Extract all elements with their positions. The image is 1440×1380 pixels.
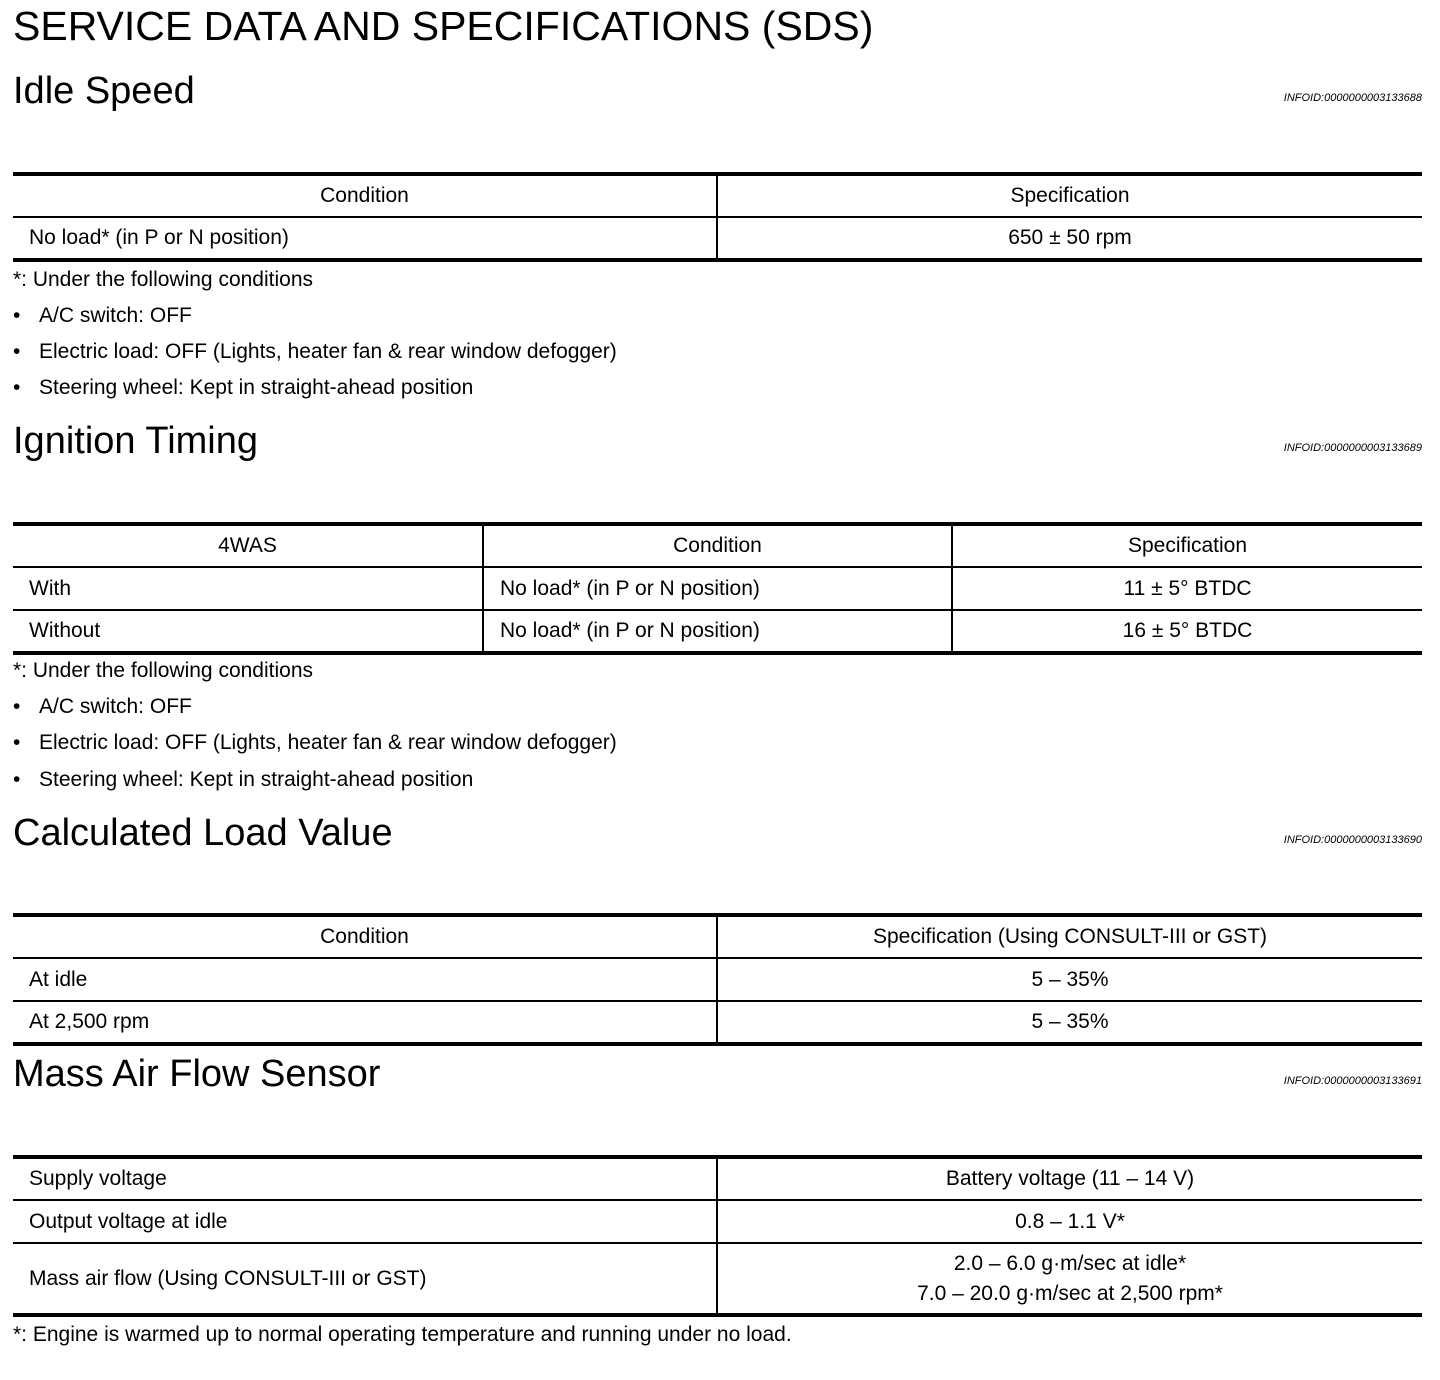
idle-speed-note-bullet: • A/C switch: OFF (13, 304, 192, 327)
idle-speed-info-id: INFOID:0000000003133688 (1283, 92, 1422, 104)
ignition-timing-heading: Ignition Timing (13, 420, 259, 462)
calculated-load-table (13, 913, 1422, 1046)
cell-specification: 650 ± 50 rpm (717, 217, 1422, 260)
cell-condition: No load* (in P or N position) (483, 610, 952, 653)
spec-line-idle: 2.0 – 6.0 g·m/sec at idle* (953, 1251, 1187, 1275)
table-header-row (13, 174, 1422, 217)
table-row (13, 1243, 1422, 1315)
ignition-timing-table (13, 522, 1422, 655)
idle-speed-table (13, 172, 1422, 262)
cell-parameter: Supply voltage (13, 1157, 717, 1200)
cell-condition: No load* (in P or N position) (13, 217, 717, 260)
ignition-timing-note-intro: *: Under the following conditions (13, 659, 314, 682)
cell-parameter: Mass air flow (Using CONSULT-III or GST) (13, 1243, 717, 1315)
bullet-icon: • (13, 340, 21, 363)
table-row (13, 1157, 1422, 1200)
table-header-row (13, 524, 1422, 567)
header-condition: Condition (13, 174, 717, 217)
page-title: SERVICE DATA AND SPECIFICATIONS (SDS) (13, 3, 874, 49)
idle-speed-note-intro: *: Under the following conditions (13, 268, 314, 291)
ignition-timing-info-id: INFOID:0000000003133689 (1283, 442, 1422, 454)
maf-sensor-info-id: INFOID:0000000003133691 (1283, 1075, 1422, 1087)
cell-specification: Battery voltage (11 – 14 V) (717, 1157, 1422, 1200)
ignition-timing-note-bullet: • Electric load: OFF (Lights, heater fan & rear window defogger) (13, 731, 617, 754)
bullet-icon: • (13, 376, 21, 399)
table-row (13, 567, 1422, 610)
maf-sensor-heading: Mass Air Flow Sensor (13, 1053, 381, 1095)
maf-sensor-table (13, 1155, 1422, 1317)
cell-condition: At 2,500 rpm (13, 1001, 717, 1044)
idle-speed-note-bullet: • Electric load: OFF (Lights, heater fan & rear window defogger) (13, 340, 617, 363)
cell-parameter: Output voltage at idle (13, 1200, 717, 1243)
bullet-icon: • (13, 768, 21, 791)
idle-speed-heading: Idle Speed (13, 70, 195, 112)
cell-specification (717, 1243, 1422, 1315)
cell-4was: With (13, 567, 483, 610)
header-condition: Condition (483, 524, 952, 567)
maf-sensor-footnote: *: Engine is warmed up to normal operating temperature and running under no load. (13, 1323, 792, 1346)
spec-line-2500rpm: 7.0 – 20.0 g·m/sec at 2,500 rpm* (917, 1281, 1223, 1305)
header-4was: 4WAS (13, 524, 483, 567)
table-row (13, 217, 1422, 260)
cell-specification: 5 – 35% (717, 1001, 1422, 1044)
cell-condition: No load* (in P or N position) (483, 567, 952, 610)
calculated-load-heading: Calculated Load Value (13, 812, 393, 854)
cell-4was: Without (13, 610, 483, 653)
table-row (13, 1200, 1422, 1243)
cell-specification: 5 – 35% (717, 958, 1422, 1001)
table-row (13, 958, 1422, 1001)
table-row (13, 1001, 1422, 1044)
ignition-timing-note-bullet: • A/C switch: OFF (13, 695, 192, 718)
table-header-row (13, 915, 1422, 958)
cell-specification: 11 ± 5° BTDC (952, 567, 1422, 610)
table-row (13, 610, 1422, 653)
idle-speed-note-bullet: • Steering wheel: Kept in straight-ahead position (13, 376, 474, 399)
calculated-load-info-id: INFOID:0000000003133690 (1283, 834, 1422, 846)
header-condition: Condition (13, 915, 717, 958)
header-specification: Specification (Using CONSULT-III or GST) (717, 915, 1422, 958)
ignition-timing-note-bullet: • Steering wheel: Kept in straight-ahead position (13, 768, 474, 791)
cell-condition: At idle (13, 958, 717, 1001)
cell-specification: 16 ± 5° BTDC (952, 610, 1422, 653)
bullet-icon: • (13, 731, 21, 754)
header-specification: Specification (952, 524, 1422, 567)
bullet-icon: • (13, 304, 21, 327)
cell-specification: 0.8 – 1.1 V* (717, 1200, 1422, 1243)
header-specification: Specification (717, 174, 1422, 217)
bullet-icon: • (13, 695, 21, 718)
